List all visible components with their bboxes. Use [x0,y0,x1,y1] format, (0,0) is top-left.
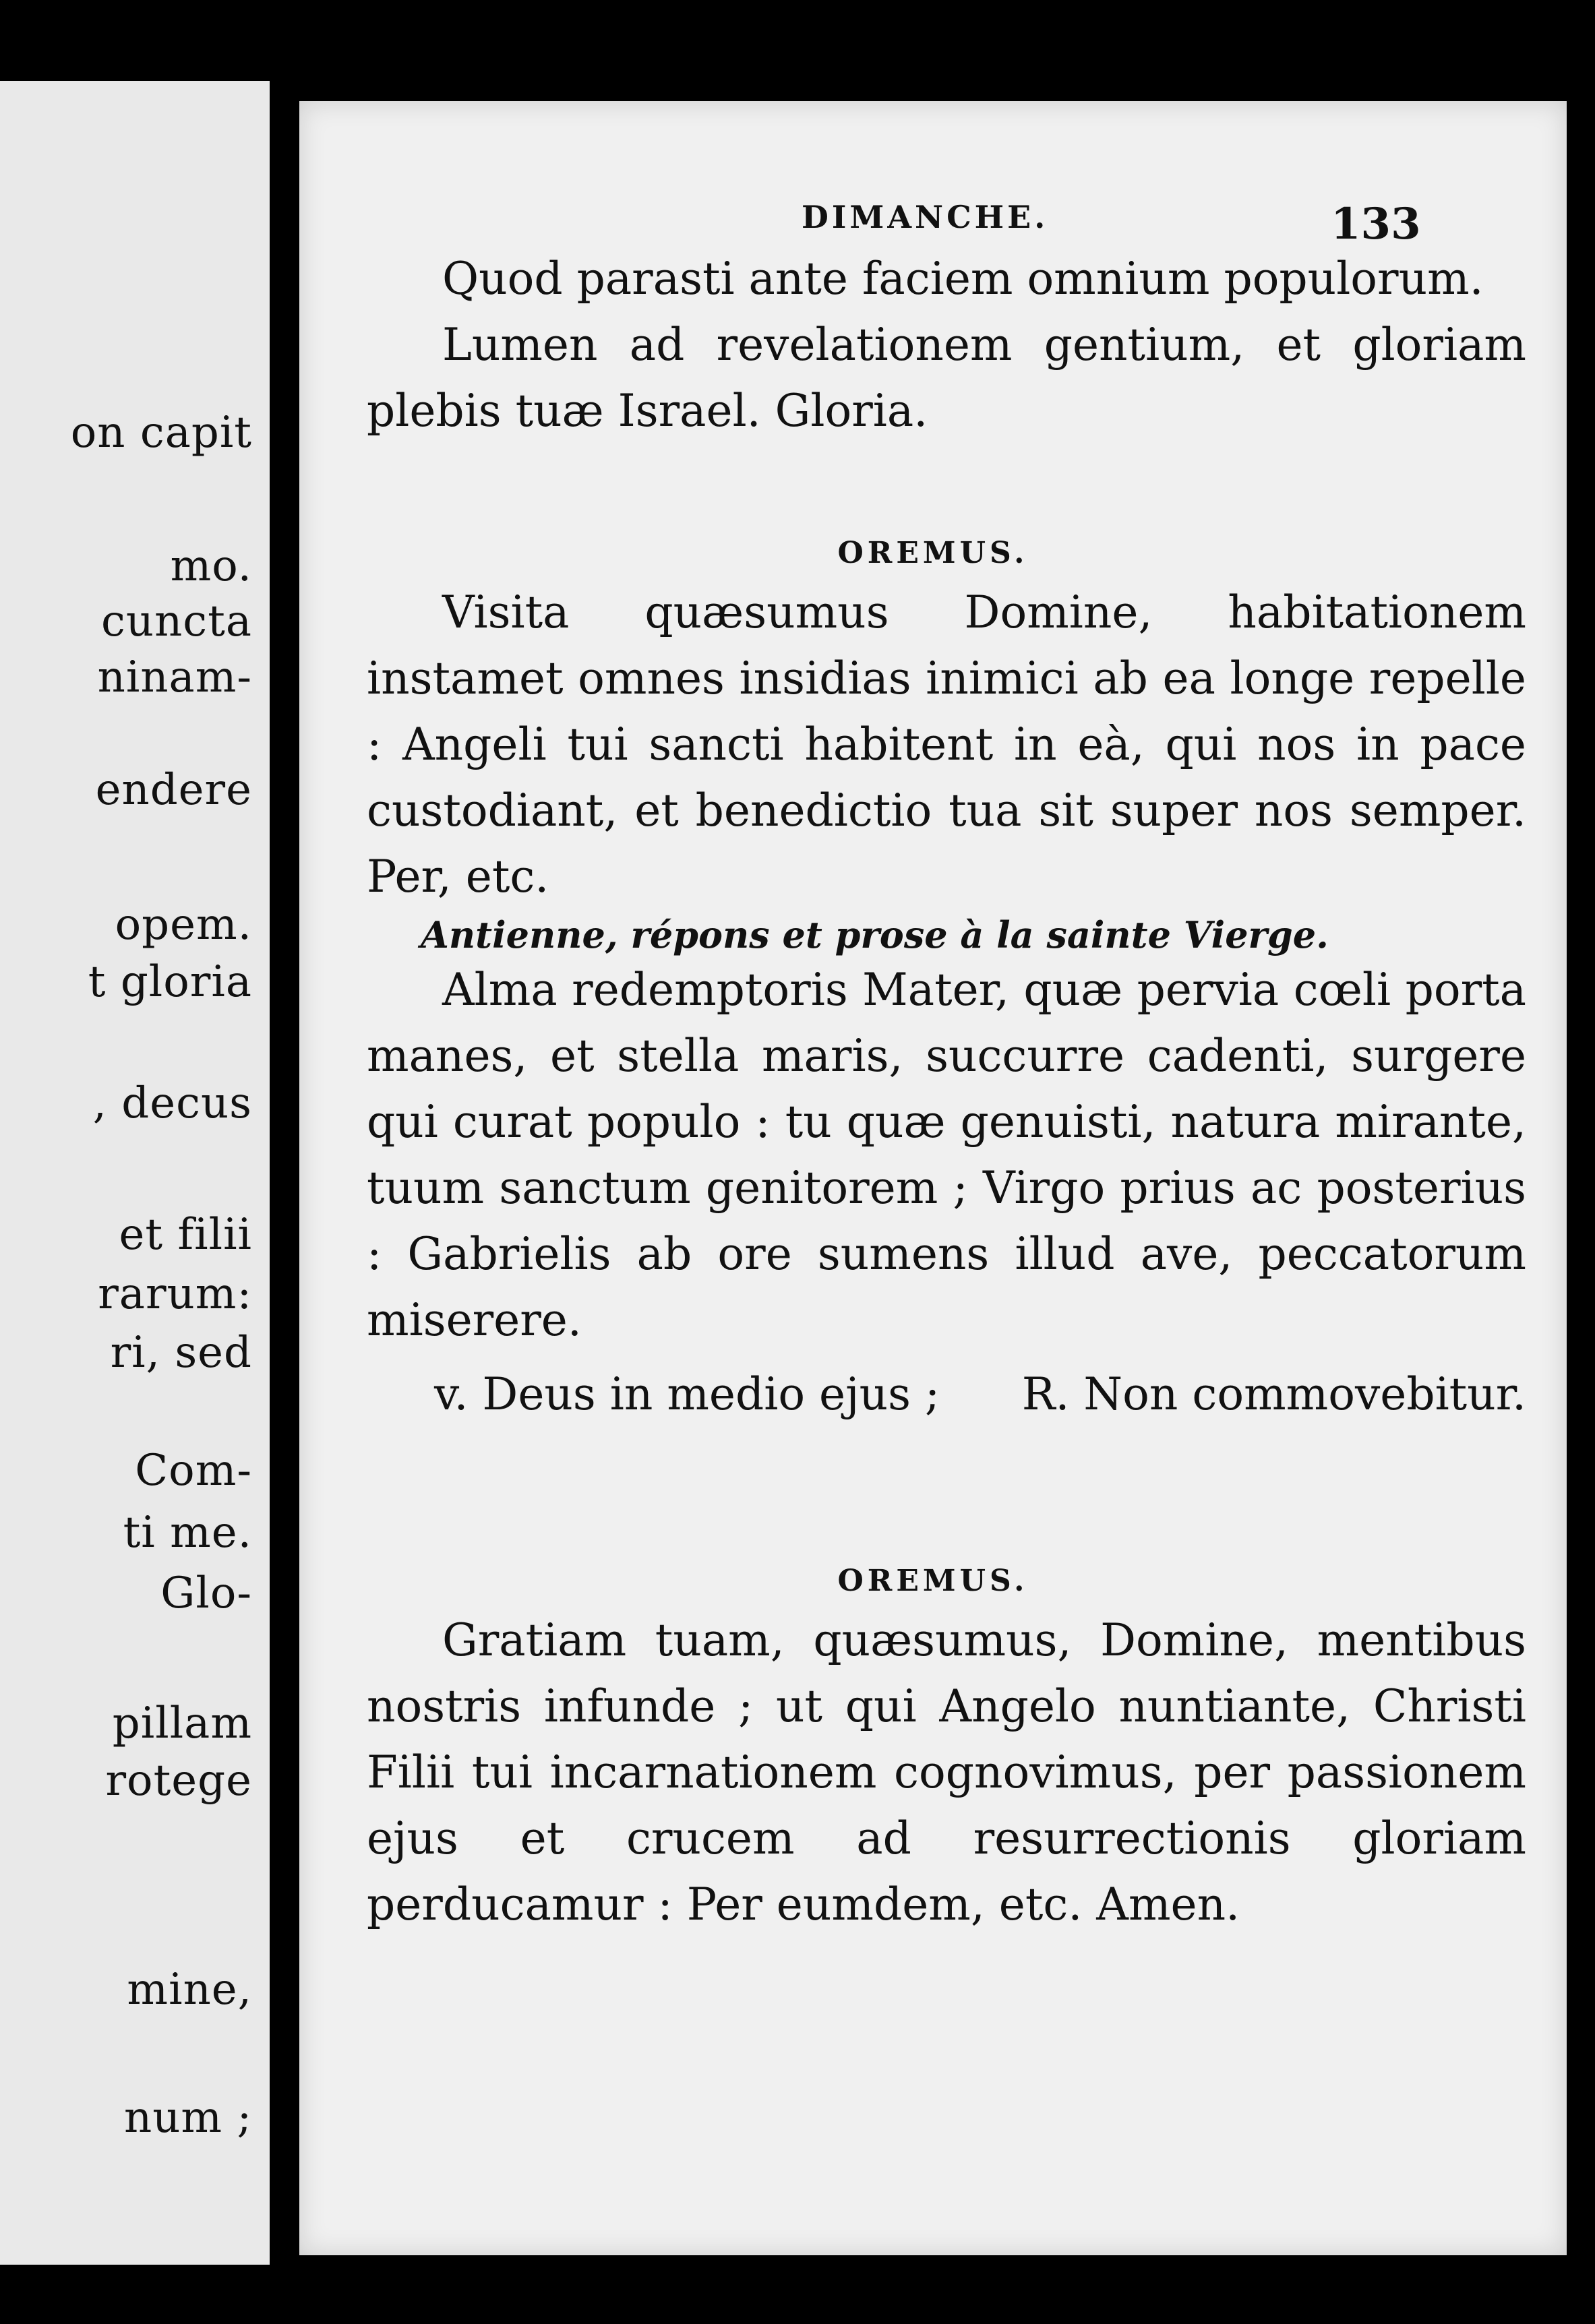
text-block-antiphon [367,957,1526,1353]
left-page-fragment: mo. [170,541,252,591]
left-page-fragment: pillam [112,1699,252,1748]
left-page-fragment: ti me. [123,1508,252,1558]
versicle [367,1362,1526,1428]
left-page-fragment: opem. [115,900,252,950]
right-page [299,101,1567,2255]
antiphon-paragraph: Alma redemptoris Mater, quæ pervia cœli porta manes, et stella maris, succurre cadenti, surgere qui curat populo : tu quæ genuisti, natura mirante, tuum sanctum genitorem ; Virgo prius ac posterius : Gabrielis ab ore sumens illud ave, peccatorum miserere. [367,964,1526,1346]
left-page-fragment: t gloria [88,957,252,1007]
left-page-fragment: et filii [119,1210,252,1260]
verse-paragraph: Lumen ad revelationem gentium, et gloriam plebis tuæ Israel. Gloria. [367,319,1526,437]
prayer-paragraph: Gratiam tuam, quæsumus, Domine, mentibus nostris infunde ; ut qui Angelo nuntiante, Christi Filii tui incarnationem cognovimus, per passionem ejus et crucem ad resurrectionis gloriam perducamur : Per eumdem, etc. Amen. [367,1614,1526,1930]
oremus-heading: OREMUS. [837,1564,1029,1598]
text-block-top [367,246,1526,444]
left-page-fragment: cuncta [101,597,252,646]
left-page-fragment: rarum: [98,1269,252,1319]
left-page-fragment: rotege [105,1756,252,1806]
left-page-fragment: on capit [70,408,252,458]
text-block-prayer-2 [367,1608,1526,1938]
running-head: DIMANCHE. [802,199,1049,235]
verse-paragraph: Quod parasti ante faciem omnium populorum. [442,253,1484,305]
left-page-fragment: mine, [127,1965,252,2015]
left-page-fragment: ninam- [97,652,252,702]
left-page-fragment: num ; [123,2093,252,2143]
left-page-fragment: endere [95,765,252,815]
left-page-fragment: , decus [92,1078,252,1128]
oremus-heading: OREMUS. [837,536,1029,570]
left-page [0,81,270,2265]
page-number: 133 [1331,199,1421,249]
left-page-fragment: Glo- [160,1568,252,1618]
text-block-prayer-1 [367,580,1526,910]
versicle-v: v. Deus in medio ejus ; [434,1368,940,1420]
left-page-fragment: ri, sed [110,1328,252,1378]
rubric-heading: Antienne, répons et prose à la sainte Vierge. [421,913,1329,956]
prayer-paragraph: Visita quæsumus Domine, habitationem instamet omnes insidias inimici ab ea longe repelle : Angeli tui sancti habitent in eà, qui nos in pace custodiant, et benedictio tua sit super nos semper. Per, etc. [367,586,1526,903]
versicle-r: R. Non commovebitur. [1021,1368,1526,1420]
left-page-fragment: Com- [135,1446,252,1496]
